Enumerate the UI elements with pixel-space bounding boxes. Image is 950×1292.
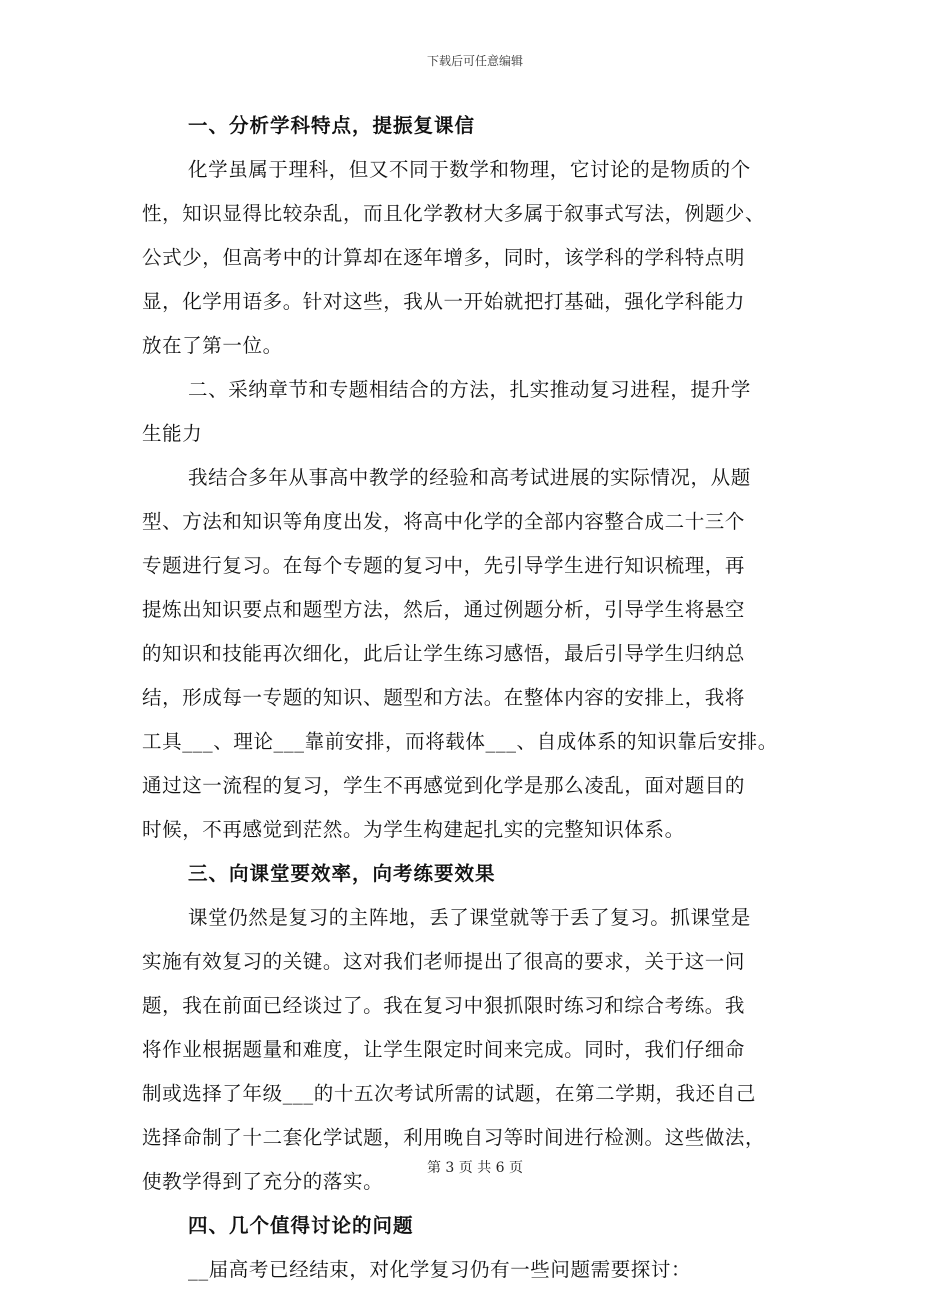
body-text-line: 生能力 bbox=[142, 422, 203, 445]
body-text-line: 二、采纳章节和专题相结合的方法，扎实推动复习进程，提升学 bbox=[188, 378, 751, 401]
body-text-line: 通过这一流程的复习，学生不再感觉到化学是那么凌乱，面对题目的 bbox=[142, 774, 746, 797]
body-text-line: 选择命制了十二套化学试题，利用晚自习等时间进行检测。这些做法， bbox=[142, 1126, 766, 1149]
body-text-line: 制或选择了年级___的十五次考试所需的试题，在第二学期，我还自己 bbox=[142, 1082, 756, 1105]
body-text-line: 时候，不再感觉到茫然。为学生构建起扎实的完整知识体系。 bbox=[142, 818, 685, 841]
body-text-line: 结，形成每一专题的知识、题型和方法。在整体内容的安排上，我将 bbox=[142, 686, 746, 709]
body-text-line: 提炼出知识要点和题型方法，然后，通过例题分析，引导学生将悬空 bbox=[142, 598, 746, 621]
document-body bbox=[142, 104, 832, 1292]
body-text-line: 课堂仍然是复习的主阵地，丢了课堂就等于丢了复习。抓课堂是 bbox=[188, 906, 751, 929]
body-text-line: 专题进行复习。在每个专题的复习中，先引导学生进行知识梳理，再 bbox=[142, 554, 746, 577]
page-footer: 第 3 页 共 6 页 bbox=[426, 1160, 524, 1176]
section-heading: 三、向课堂要效率，向考练要效果 bbox=[188, 862, 496, 885]
body-text-line: 题，我在前面已经谈过了。我在复习中狠抓限时练习和综合考练。我 bbox=[142, 994, 746, 1017]
body-text-line: 我结合多年从事高中教学的经验和高考试进展的实际情况，从题 bbox=[188, 466, 751, 489]
body-text-line: 将作业根据题量和难度，让学生限定时间来完成。同时，我们仔细命 bbox=[142, 1038, 746, 1061]
body-text-line: 化学虽属于理科，但又不同于数学和物理，它讨论的是物质的个 bbox=[188, 158, 751, 181]
body-text-line: 公式少，但高考中的计算却在逐年增多，同时，该学科的学科特点明 bbox=[142, 246, 746, 269]
body-text-line: 工具___、理论___靠前安排，而将载体___、自成体系的知识靠后安排。 bbox=[142, 730, 778, 753]
page-header-note: 下载后可任意编辑 bbox=[426, 54, 523, 68]
body-text-line: 性，知识显得比较杂乱，而且化学教材大多属于叙事式写法，例题少、 bbox=[142, 202, 766, 225]
section-heading: 四、几个值得讨论的问题 bbox=[188, 1214, 414, 1237]
body-text-line: 的知识和技能再次细化，此后让学生练习感悟，最后引导学生归纳总 bbox=[142, 642, 746, 665]
body-text-line: 实施有效复习的关键。这对我们老师提出了很高的要求，关于这一问 bbox=[142, 950, 746, 973]
body-text-line: 显，化学用语多。针对这些，我从一开始就把打基础，强化学科能力 bbox=[142, 290, 746, 313]
section-heading: 一、分析学科特点，提振复课信 bbox=[188, 114, 476, 137]
body-text-line: __届高考已经结束，对化学复习仍有一些问题需要探讨： bbox=[188, 1258, 692, 1281]
body-text-line: 型、方法和知识等角度出发，将高中化学的全部内容整合成二十三个 bbox=[142, 510, 746, 533]
body-text-line: 使教学得到了充分的落实。 bbox=[142, 1170, 384, 1193]
body-text-line: 放在了第一位。 bbox=[142, 334, 283, 357]
